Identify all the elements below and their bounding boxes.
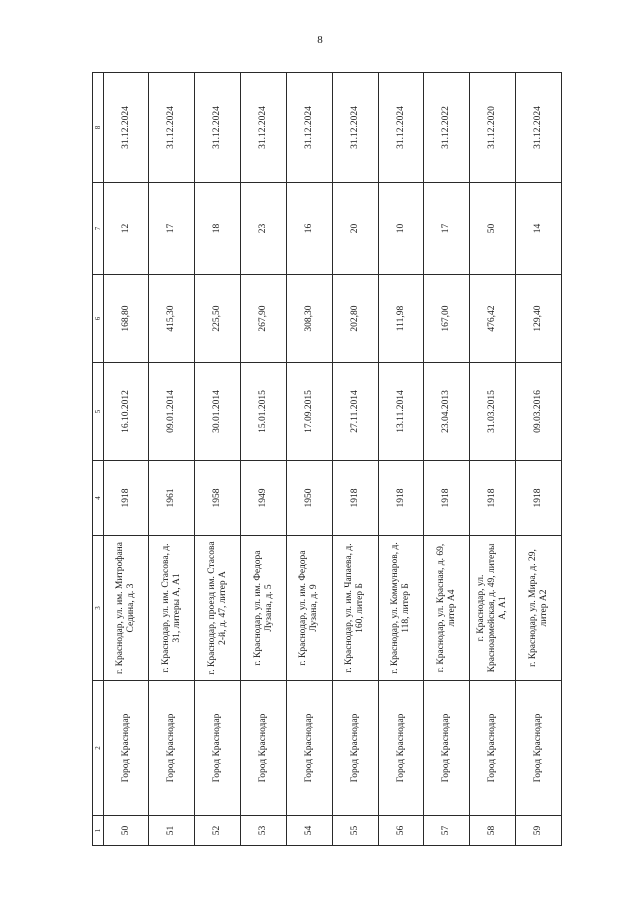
- column-number-header: 7: [93, 183, 104, 275]
- address-cell: г. Краснодар, ул. Красная, д. 69, литер А4: [424, 536, 470, 681]
- row-number-cell: 56: [378, 816, 424, 846]
- settlement-cell: Город Краснодар: [241, 681, 287, 816]
- construction-year-cell: 1961: [149, 461, 195, 536]
- column-number-header: 4: [93, 461, 104, 536]
- address-cell: г. Краснодар, ул. Мира, д. 29, литер А2: [516, 536, 562, 681]
- settlement-cell: Город Краснодар: [332, 681, 378, 816]
- relocation-deadline-cell: 31.12.2024: [286, 73, 332, 183]
- construction-year-cell: 1918: [378, 461, 424, 536]
- relocation-deadline-cell: 31.12.2024: [378, 73, 424, 183]
- residents-count-cell: 17: [149, 183, 195, 275]
- residents-count-cell: 12: [103, 183, 149, 275]
- table-body: [93, 73, 562, 846]
- row-number-cell: 51: [149, 816, 195, 846]
- relocation-deadline-cell: 31.12.2024: [195, 73, 241, 183]
- area-cell: 168,80: [103, 275, 149, 363]
- row-number-cell: 58: [470, 816, 516, 846]
- row-number-cell: 53: [241, 816, 287, 846]
- settlement-cell: Город Краснодар: [103, 681, 149, 816]
- column-number-header: 6: [93, 275, 104, 363]
- area-cell: 202,80: [332, 275, 378, 363]
- emergency-date-cell: 09.01.2014: [149, 363, 195, 461]
- address-cell: г. Краснодар, ул. Коммунаров, д. 118, литер Б: [378, 536, 424, 681]
- area-cell: 225,50: [195, 275, 241, 363]
- settlement-cell: Город Краснодар: [470, 681, 516, 816]
- relocation-deadline-cell: 31.12.2024: [149, 73, 195, 183]
- relocation-deadline-cell: 31.12.2024: [103, 73, 149, 183]
- row-number-cell: 52: [195, 816, 241, 846]
- relocation-deadline-cell: 31.12.2024: [516, 73, 562, 183]
- rotated-table-container: [92, 73, 562, 846]
- residents-count-cell: 20: [332, 183, 378, 275]
- column-number-header: 1: [93, 816, 104, 846]
- table-row: [195, 73, 241, 846]
- row-number-cell: 55: [332, 816, 378, 846]
- housing-register-table: [92, 72, 562, 846]
- area-cell: 308,30: [286, 275, 332, 363]
- construction-year-cell: 1918: [332, 461, 378, 536]
- construction-year-cell: 1958: [195, 461, 241, 536]
- relocation-deadline-cell: 31.12.2020: [470, 73, 516, 183]
- table-row: [241, 73, 287, 846]
- construction-year-cell: 1918: [516, 461, 562, 536]
- column-number-header: 8: [93, 73, 104, 183]
- table-row: [103, 73, 149, 846]
- emergency-date-cell: 23.04.2013: [424, 363, 470, 461]
- column-number-header-row: [93, 73, 104, 846]
- area-cell: 267,90: [241, 275, 287, 363]
- emergency-date-cell: 27.11.2014: [332, 363, 378, 461]
- area-cell: 111,98: [378, 275, 424, 363]
- row-number-cell: 50: [103, 816, 149, 846]
- area-cell: 415,30: [149, 275, 195, 363]
- address-cell: г. Краснодар, ул. им. Стасова, д. 31, литеры А, А1: [149, 536, 195, 681]
- residents-count-cell: 14: [516, 183, 562, 275]
- residents-count-cell: 23: [241, 183, 287, 275]
- row-number-cell: 59: [516, 816, 562, 846]
- column-number-header: 5: [93, 363, 104, 461]
- emergency-date-cell: 09.03.2016: [516, 363, 562, 461]
- residents-count-cell: 17: [424, 183, 470, 275]
- column-number-header: 2: [93, 681, 104, 816]
- construction-year-cell: 1949: [241, 461, 287, 536]
- table-row: [378, 73, 424, 846]
- address-cell: г. Краснодар, ул. им. Чапаева, д. 160, литер Б: [332, 536, 378, 681]
- area-cell: 476,42: [470, 275, 516, 363]
- row-number-cell: 54: [286, 816, 332, 846]
- emergency-date-cell: 17.09.2015: [286, 363, 332, 461]
- settlement-cell: Город Краснодар: [378, 681, 424, 816]
- address-cell: г. Краснодар, ул. им. Митрофана Седина, д. 3: [103, 536, 149, 681]
- emergency-date-cell: 31.03.2015: [470, 363, 516, 461]
- table-row: [516, 73, 562, 846]
- table-row: [149, 73, 195, 846]
- relocation-deadline-cell: 31.12.2022: [424, 73, 470, 183]
- address-cell: г. Краснодар, проезд им. Стасова 2-й, д. 47, литер А: [195, 536, 241, 681]
- settlement-cell: Город Краснодар: [286, 681, 332, 816]
- column-number-header: 3: [93, 536, 104, 681]
- address-cell: г. Краснодар, ул. им. Федора Лузана, д. 5: [241, 536, 287, 681]
- area-cell: 167,00: [424, 275, 470, 363]
- settlement-cell: Город Краснодар: [195, 681, 241, 816]
- table-row: [332, 73, 378, 846]
- area-cell: 129,40: [516, 275, 562, 363]
- relocation-deadline-cell: 31.12.2024: [332, 73, 378, 183]
- emergency-date-cell: 13.11.2014: [378, 363, 424, 461]
- page-number: 8: [317, 34, 323, 46]
- address-cell: г. Краснодар, ул. им. Федора Лузана, д. 9: [286, 536, 332, 681]
- construction-year-cell: 1918: [470, 461, 516, 536]
- row-number-cell: 57: [424, 816, 470, 846]
- residents-count-cell: 18: [195, 183, 241, 275]
- emergency-date-cell: 15.01.2015: [241, 363, 287, 461]
- emergency-date-cell: 30.01.2014: [195, 363, 241, 461]
- table-row: [424, 73, 470, 846]
- construction-year-cell: 1950: [286, 461, 332, 536]
- residents-count-cell: 16: [286, 183, 332, 275]
- construction-year-cell: 1918: [103, 461, 149, 536]
- residents-count-cell: 10: [378, 183, 424, 275]
- residents-count-cell: 50: [470, 183, 516, 275]
- settlement-cell: Город Краснодар: [424, 681, 470, 816]
- address-cell: г. Краснодар, ул. Красноармейская, д. 49, литеры А, А1: [470, 536, 516, 681]
- settlement-cell: Город Краснодар: [149, 681, 195, 816]
- relocation-deadline-cell: 31.12.2024: [241, 73, 287, 183]
- settlement-cell: Город Краснодар: [516, 681, 562, 816]
- table-row: [286, 73, 332, 846]
- emergency-date-cell: 16.10.2012: [103, 363, 149, 461]
- table-row: [470, 73, 516, 846]
- construction-year-cell: 1918: [424, 461, 470, 536]
